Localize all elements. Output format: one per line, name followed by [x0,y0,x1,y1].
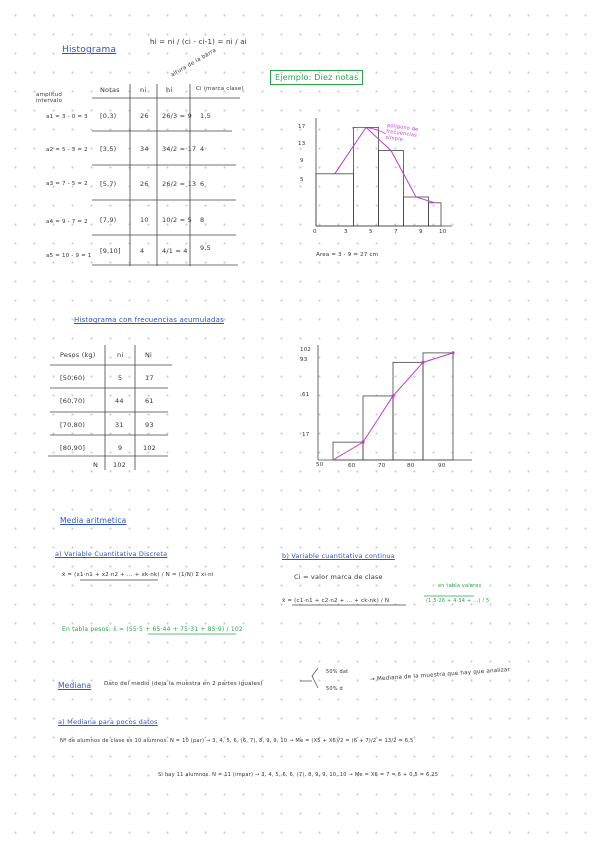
row-ni: 9 [118,444,123,452]
mean-example: En tabla pesos: x̄ = (55·5 + 65·44 + 75·31 + 85·9) / 102 [62,626,243,633]
fraction-lines [80,580,406,605]
row-ni: 26 [140,180,149,188]
row-ni: 4 [140,247,145,255]
row-amplitude: a4 = 9 - 7 = 2 [46,219,88,225]
graph1-xtick: 9 [419,229,423,235]
graph1-ytick: 17 [298,124,306,130]
table2-header-peso: Pesos (kg) [60,351,96,359]
row-nota: [0,3) [100,112,117,120]
continuous-note: en tabla valores [438,583,482,589]
graph1-caption: Area = 3 · 9 = 27 cm [316,252,379,258]
cumulative-bar [393,362,423,460]
histogram-bar [404,197,429,226]
row-peso: [50,60) [60,374,86,382]
continuous-sub: Ci = valor marca de clase [294,573,383,581]
graph2-bars [333,353,453,460]
continuous-note2: (1,5·26 + 4·34 + ...) / 5 [426,598,490,604]
graph1-ytick: 5 [300,177,304,183]
row-hi: 34/2 = 17 [162,145,197,153]
row-hi: 4/1 = 4 [162,247,188,255]
table1-header-ci: Ci (marca clase) [196,86,244,92]
row-ni: 10 [140,216,149,224]
row-ni: 5 [118,374,123,382]
graph2-ytick: 102 [300,347,312,353]
median-brace [312,668,318,688]
section1-title: Histograma [62,45,117,55]
example-boxed-title: Ejemplo: Diez notas [270,70,363,85]
section2-title: Histograma con frecuencias acumuladas [74,316,224,324]
median-few-data-title: a) Mediana para pocos datos [58,718,158,726]
cumulative-bar [363,396,393,460]
row-ci: 9,5 [200,244,211,252]
row-Ni: 61 [145,397,154,405]
row-nota: [7,9) [100,216,117,224]
table1-header-ni: ni [140,86,147,94]
median-intro: Dato del medio (deja la muestra en 2 partes iguales) [104,681,263,687]
row-peso: [70,80) [60,421,86,429]
section3-title: Media aritmetica [60,516,127,525]
graph2-xtick: 90 [438,463,446,469]
row-nota: [5,7) [100,180,117,188]
histogram-bar [429,203,442,226]
row-Ni: 93 [145,421,154,429]
cumulative-point [361,441,364,444]
row-ci: 6 [200,180,205,188]
median-brace-top: 50% dat [326,669,349,675]
histogram-bar [316,174,354,226]
graph2-xtick: 50 [316,462,324,468]
row-hi: 26/3 = 9 [162,112,192,120]
cumulative-bar [423,353,453,460]
graph1-ytick: 13 [298,141,306,147]
row-amplitude: a2 = 5 - 3 = 2 [46,147,88,153]
graph1-xtick: 7 [394,229,398,235]
cumulative-point [391,394,394,397]
histogram-formula: hi = ni / (ci - ci-1) = ni / ai [150,38,247,46]
polygon-note: poligono de frecuencias simple [384,122,419,143]
graph1-xtick: 0 [313,229,317,235]
row-ni: 34 [140,145,149,153]
row-ci: 1,5 [200,112,211,120]
table1-header-hi: hi [166,86,173,94]
row-hi: 10/2 = 5 [162,216,192,224]
row-ni: 44 [115,397,124,405]
row-amplitude: a3 = 7 - 5 = 2 [46,181,88,187]
table2-total-label: N [93,461,99,469]
section4-title: Mediana [58,681,92,690]
graph2-xtick: 60 [348,463,356,469]
row-nota: [3,5) [100,145,117,153]
table2-header-Ni: Ni [145,351,153,359]
histogram-bar [379,151,404,226]
cumulative-points [361,351,454,443]
row-Ni: 102 [143,444,157,452]
row-amplitude: a5 = 10 - 9 = 1 [46,253,92,259]
table1-grid [92,84,240,266]
discrete-title: a) Variable Cuantitativa Discreta [55,550,168,558]
row-nota: [9,10] [100,247,121,255]
frequency-polygon [335,127,435,202]
row-Ni: 17 [145,374,154,382]
row-ci: 8 [200,216,205,224]
median-line2: Si hay 11 alumnos. N = 11 (impar) → 3, 4, 5, 6, 6, (7), 8, 9, 9, 10, 10 → Me = X6 = 7 = 6 + 0,5 = 6,25 [158,772,439,778]
row-hi: 26/2 = 13 [162,180,197,188]
graph2-xtick: 70 [378,463,386,469]
graph2-ytick: 93 [300,357,308,363]
row-ni: 26 [140,112,149,120]
graph1-xtick: 10 [439,229,447,235]
graph1-bars [316,127,441,226]
median-side-note: → Mediana de la muestra que hay que analizar [369,667,511,683]
histogram-bar [354,127,379,226]
table1-header-notas: Notas [100,86,120,94]
table2-grid [48,345,172,470]
row-ni: 31 [115,421,124,429]
median-line1: Nº de alumnos de clase es 10 alumnos. N = 10 (par) → 3, 4, 5, 6, (6, 7), 8, 9, 9, 10 → Me = (X5 + X6)/2 = (6 + 7)/2 = 13/2 = 6,5 [60,738,414,744]
graph2-xtick: 80 [407,463,415,469]
row-peso: [80,90] [60,444,86,452]
table2-total-value: 102 [113,461,127,469]
row-amplitude: a1 = 3 - 0 = 3 [46,114,88,120]
median-brace-bottom: 50% d [326,686,343,692]
graph1-ytick: 9 [300,158,304,164]
cumulative-point [421,361,424,364]
graph2-ytick: 17 [302,432,310,438]
continuous-title: b) Variable cuantitativa continua [282,552,395,560]
table2-header-ni: ni [117,351,124,359]
continuous-formula: x̄ = (c1·n1 + c2·n2 + ... + ck·nk) / N [282,598,390,604]
row-peso: [60,70) [60,397,86,405]
cumulative-point [451,351,454,354]
graph2-ytick: 61 [302,392,310,398]
row-ci: 4 [200,145,205,153]
graph1-xtick: 5 [369,229,373,235]
bar-height-note: altura de la barra [169,47,218,79]
discrete-formula: x̄ = (x1·n1 + x2·n2 + ... + xk·nk) / N = (1/N) Σ xi·ni [62,572,214,578]
graph1-xtick: 3 [344,229,348,235]
table1-header-amplitude: amplitud intervalo [36,92,63,104]
